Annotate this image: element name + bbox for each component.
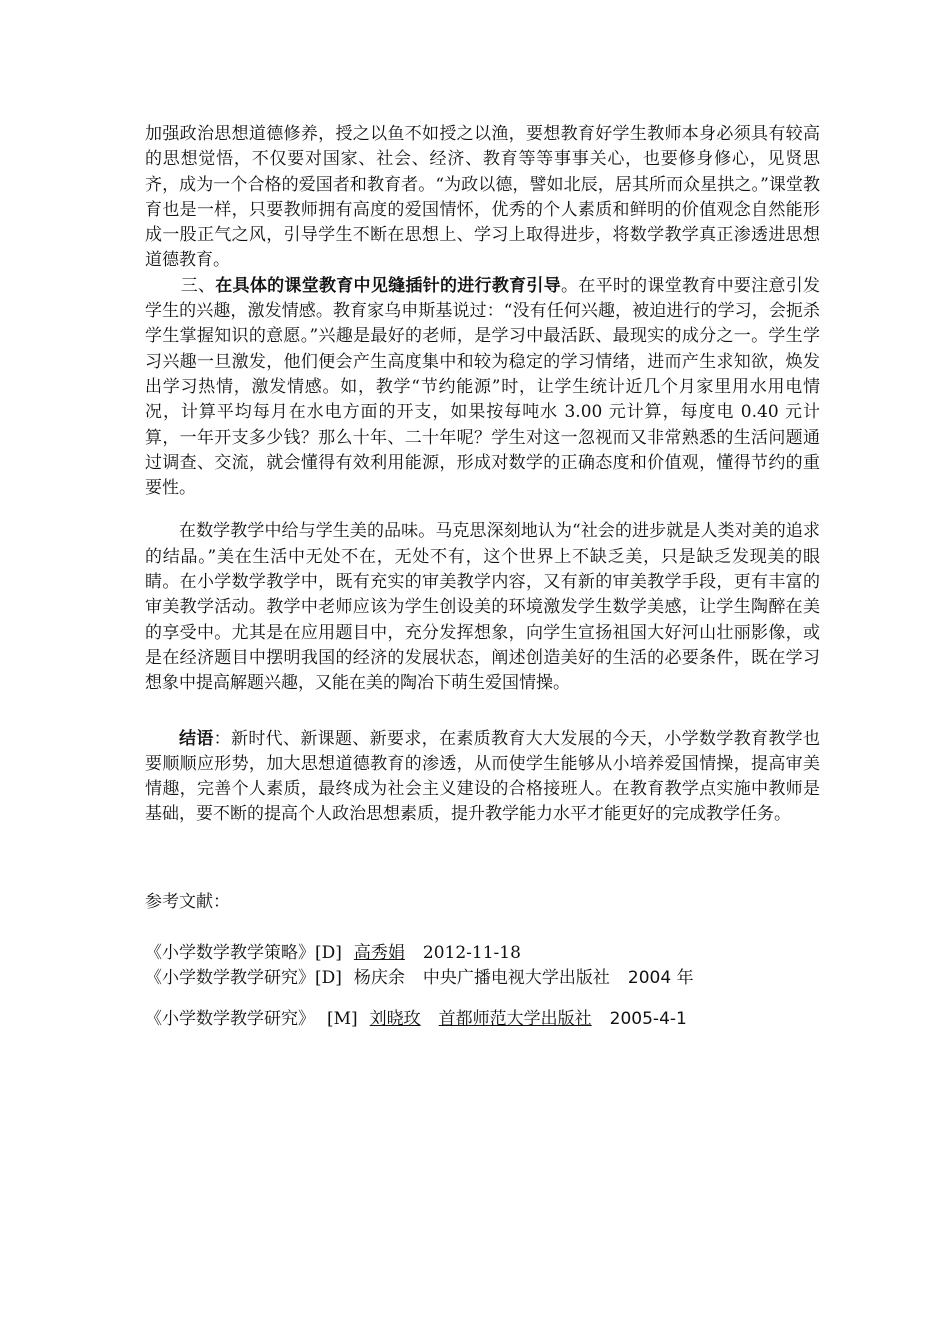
section-gap <box>145 828 820 890</box>
reference-book: 《小学数学教学策略》[D] <box>145 942 342 963</box>
reference-author: 刘晓玫 <box>369 1008 421 1029</box>
conclusion-label: 结语 <box>179 728 214 749</box>
section-number: 三、 <box>180 275 216 296</box>
paragraph-classroom-guidance <box>145 274 820 502</box>
reference-type: [M] <box>327 1008 358 1029</box>
references-gap <box>145 991 820 1007</box>
paragraph-gap <box>145 697 820 727</box>
reference-item-1 <box>145 941 820 966</box>
reference-date: 2005-4-1 <box>609 1008 687 1029</box>
reference-publisher: 中央广播电视大学出版社 <box>422 967 610 988</box>
paragraph-conclusion <box>145 727 820 828</box>
paragraph-gap <box>145 501 820 519</box>
conclusion-body: ：新时代、新课题、新要求，在素质教育大大发展的今天，小学数学教育教学也要顺顺应形势，加大思想道德教育的渗透，从而使学生能够从小培养爱国情操，提高审美情趣，完善个人素质，最终成为社会主义建设的合格接班人。在教育教学点实施中教师是基础，要不断的提高个人政治思想素质，提升教学能力水平才能更好的完成教学任务。 <box>145 728 821 825</box>
references-gap <box>145 915 820 941</box>
reference-author: 杨庆余 <box>353 967 405 988</box>
reference-book: 《小学数学教学研究》 <box>145 1008 315 1029</box>
paragraph-aesthetic-taste: 在数学教学中给与学生美的品味。马克思深刻地认为“社会的进步就是人类对美的追求的结晶。”美在生活中无处不在，无处不有，这个世界上不缺乏美，只是缺乏发现美的眼睛。在小学数学教学中，既有充实的审美教学内容，又有新的审美教学手段，更有丰富的审美教学活动。教学中老师应该为学生创设美的环境激发学生数学美感，让学生陶醉在美的享受中。尤其是在应用题目中，充分发挥想象，向学生宣扬祖国大好河山壮丽影像，或是在经济题目中摆明我国的经济的发展状态，阐述创造美好的生活的必要条件，既在学习想象中提高解题兴趣，又能在美的陶冶下萌生爱国情操。 <box>145 521 820 694</box>
references-title: 参考文献： <box>145 891 230 912</box>
document-page <box>145 122 820 1032</box>
section-body: 。在平时的课堂教育中要注意引发学生的兴趣，激发情感。教育家乌申斯基说过：“没有任何兴趣，被迫进行的学习，会扼杀学生掌握知识的意愿。”兴趣是最好的老师，是学习中最活跃、最现实的成分之一。学生学习兴趣一旦激发，他们便会产生高度集中和较为稳定的学习情绪，进而产生求知欲，焕发出学习热情，激发情感。如，教学“节约能源”时，让学生统计近几个月家里用水用电情况，计算平均每月在水电方面的开支，如果按每吨水 3.00 元计算，每度电 0.40 元计算，一年开支多少钱？那么十年、二十年呢？学生对这一忽视而又非常熟悉的生活问题通过调查、交流，就会懂得有效利用能源，形成对数学的正确态度和价值观，懂得节约的重要性。 <box>145 275 821 499</box>
reference-date: 2012-11-18 <box>422 942 521 963</box>
reference-author: 高秀娟 <box>353 942 405 963</box>
reference-item-3 <box>145 1007 820 1032</box>
reference-book: 《小学数学教学研究》[D] <box>145 967 342 988</box>
reference-year: 2004 年 <box>627 967 694 988</box>
section-heading: 在具体的课堂教育中见缝插针的进行教育引导 <box>215 275 561 296</box>
reference-publisher: 首都师范大学出版社 <box>438 1008 592 1029</box>
paragraph-political-cultivation: 加强政治思想道德修养，授之以鱼不如授之以渔，要想教育好学生教师本身必须具有较高的思想觉悟，不仅要对国家、社会、经济、教育等等事事关心，也要修身修心，见贤思齐，成为一个合格的爱国者和教育者。“为政以德，譬如北辰，居其所而众星拱之。”课堂教育也是一样，只要教师拥有高度的爱国情怀，优秀的个人素质和鲜明的价值观念自然能形成一股正气之风，引导学生不断在思想上、学习上取得进步，将数学教学真正渗透进思想道德教育。 <box>145 124 820 271</box>
reference-item-2 <box>145 966 820 991</box>
